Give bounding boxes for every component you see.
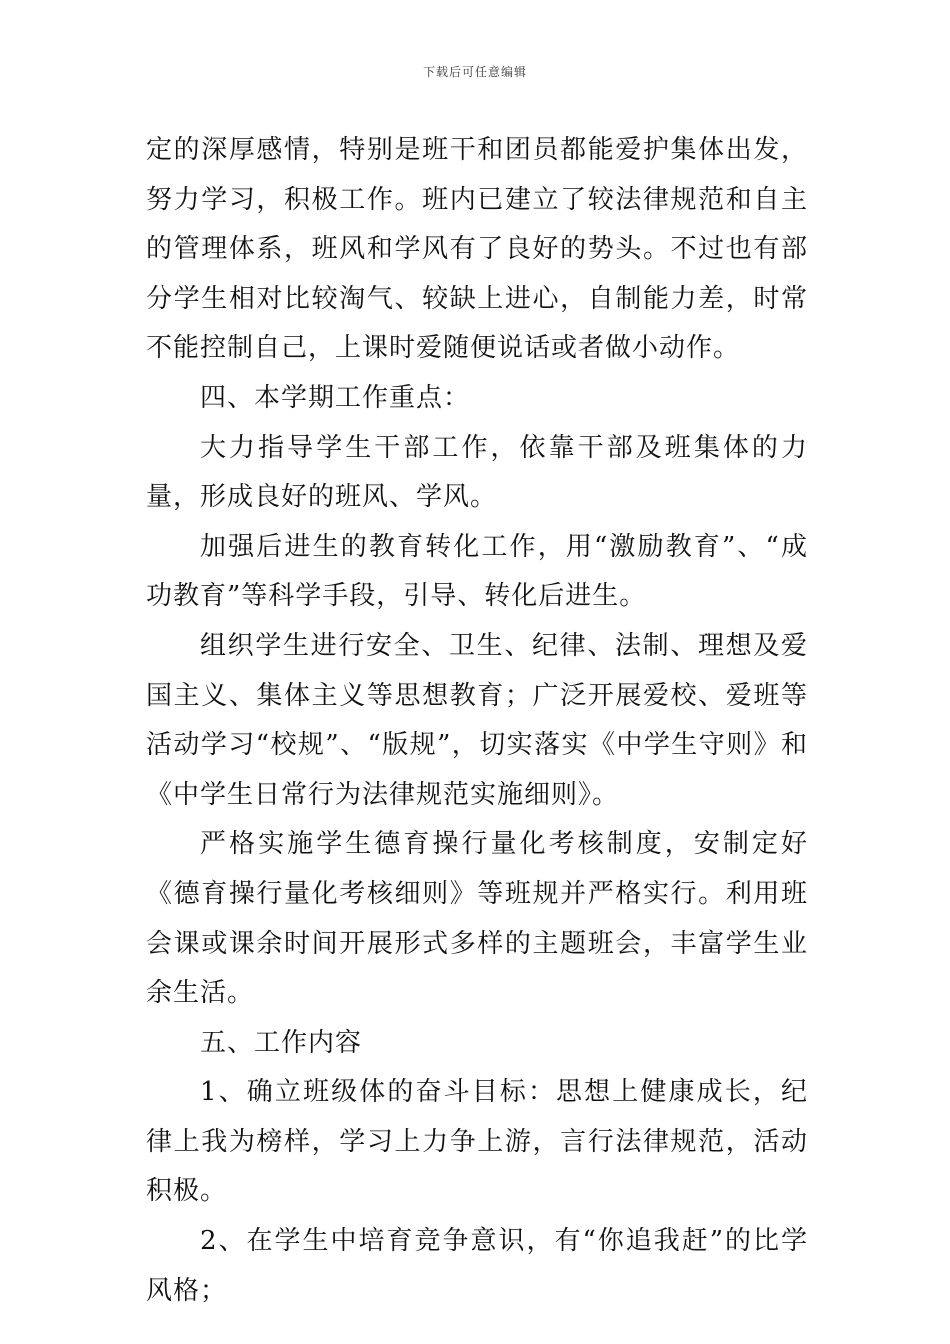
section-heading-work-focus: 四、本学期工作重点：: [200, 382, 471, 413]
paragraph-ideological-education: 组织学生进行安全、卫生、纪律、法制、理想及爱国主义、集体主义等思想教育；广泛开展爱校、爱班等活动学习“校规”、“版规”，切实落实《中学生守则》和《中学生日常行为法律规范实施细则》。: [146, 630, 808, 810]
paragraph-student-leaders: 大力指导学生干部工作，依靠干部及班集体的力量，形成良好的班风、学风。: [146, 432, 808, 513]
page-header: 下载后可任意编辑: [422, 65, 527, 79]
paragraph-conduct-assessment: 严格实施学生德育操行量化考核制度，安制定好《德育操行量化考核细则》等班规并严格实行。利用班会课或课余时间开展形式多样的主题班会，丰富学生业余生活。: [146, 829, 808, 1009]
paragraph-struggling-students: 加强后进生的教育转化工作，用“激励教育”、“成功教育”等科学手段，引导、转化后进生。: [146, 531, 808, 612]
list-item-class-goals: 1、确立班级体的奋斗目标：思想上健康成长，纪律上我为榜样，学习上力争上游，言行法律规范，活动积极。: [146, 1077, 808, 1207]
document-body: [146, 126, 808, 1316]
section-heading-work-content: 五、工作内容: [200, 1027, 363, 1058]
list-item-competition-awareness: 2、在学生中培育竞争意识，有“你追我赶”的比学风格；: [146, 1226, 808, 1306]
paragraph-continuation: 定的深厚感情，特别是班干和团员都能爱护集体出发，努力学习，积极工作。班内已建立了较法律规范和自主的管理体系，班风和学风有了良好的势头。不过也有部分学生相对比较淘气、较缺上进心，自制能力差，时常不能控制自己，上课时爱随便说话或者做小动作。: [146, 135, 808, 364]
